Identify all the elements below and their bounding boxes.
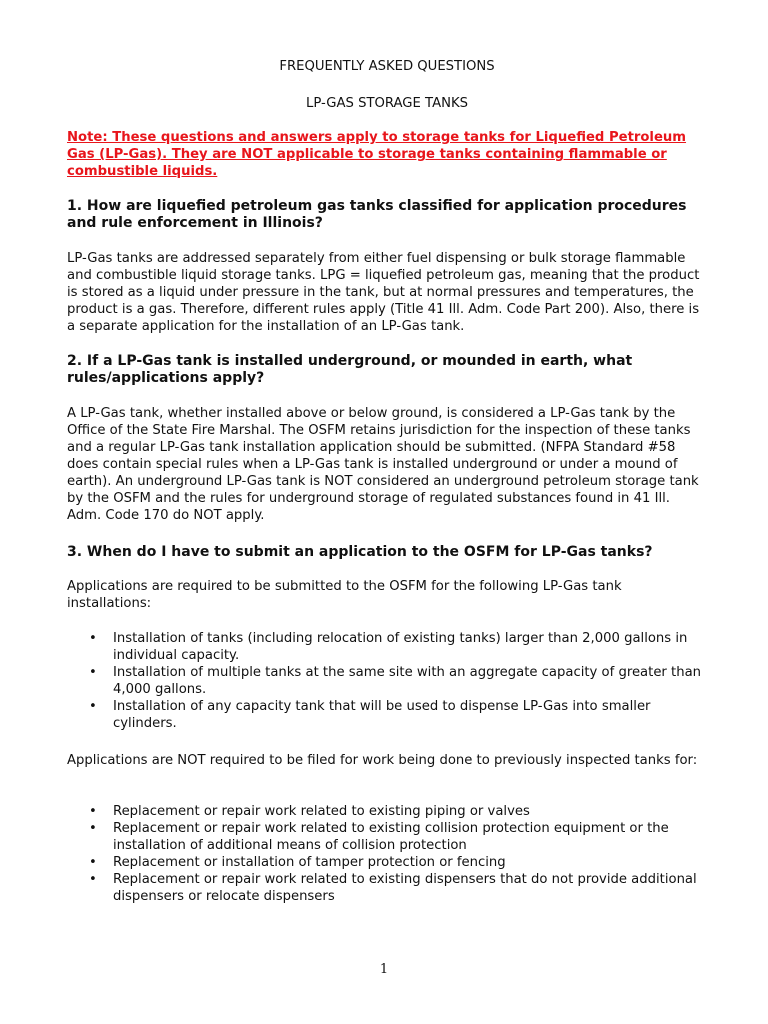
list-item: • Replacement or repair work related to existing piping or valves	[89, 804, 530, 819]
question-2: 2. If a LP-Gas tank is installed underground, or mounded in earth, what rules/applications apply?	[67, 353, 633, 386]
bullet-icon: •	[89, 821, 97, 836]
required-applications-list	[67, 630, 707, 732]
answer-3-intro: Applications are required to be submitted to the OSFM for the following LP-Gas tank installations:	[67, 579, 622, 611]
bullet-icon: •	[89, 631, 97, 646]
applicability-note: Note: These questions and answers apply to storage tanks for Liquefied Petroleum Gas (LP-Gas). They are NOT applicable to storage tanks containing flammable or combustible liquids.	[67, 130, 687, 179]
page-number: 1	[379, 962, 389, 977]
question-1: 1. How are liquefied petroleum gas tanks classified for application procedures and rule enforcement in Illinois?	[67, 198, 687, 231]
answer-3-not-intro: Applications are NOT required to be filed for work being done to previously inspected tanks for:	[67, 753, 698, 768]
document-subtitle: LP-GAS STORAGE TANKS	[306, 96, 468, 111]
document-title: FREQUENTLY ASKED QUESTIONS	[279, 59, 495, 74]
exempt-work-list	[67, 803, 707, 905]
bullet-icon: •	[89, 855, 97, 870]
list-item: • Replacement or installation of tamper protection or fencing	[89, 855, 506, 870]
list-item: • Installation of any capacity tank that will be used to dispense LP-Gas into smaller cylinders.	[89, 699, 651, 731]
bullet-icon: •	[89, 804, 97, 819]
question-3: 3. When do I have to submit an application to the OSFM for LP-Gas tanks?	[67, 544, 653, 560]
answer-2: A LP-Gas tank, whether installed above or below ground, is considered a LP-Gas tank by the Office of the State Fire Marshal. The OSFM retains jurisdiction for the inspection of these tanks and a regular LP-Gas tank installation application should be submitted. (NFPA Standard #58 does contain special rules when a LP-Gas tank is installed underground or under a mound of earth). An underground LP-Gas tank is NOT considered an underground petroleum storage tank by the OSFM and the rules for underground storage of regulated substances found in 41 Ill. Adm. Code 170 do NOT apply.	[67, 406, 699, 523]
bullet-icon: •	[89, 872, 97, 887]
list-item: • Installation of tanks (including relocation of existing tanks) larger than 2,000 gallons in individual capacity.	[89, 631, 688, 663]
list-item: • Replacement or repair work related to existing collision protection equipment or the installation of additional means of collision protection	[89, 821, 669, 853]
bullet-icon: •	[89, 665, 97, 680]
list-item: • Installation of multiple tanks at the same site with an aggregate capacity of greater than 4,000 gallons.	[89, 665, 702, 697]
list-item: • Replacement or repair work related to existing dispensers that do not provide additional dispensers or relocate dispensers	[89, 872, 697, 904]
answer-1: LP-Gas tanks are addressed separately from either fuel dispensing or bulk storage flammable and combustible liquid storage tanks. LPG = liquefied petroleum gas, meaning that the product is stored as a liquid under pressure in the tank, but at normal pressures and temperatures, the product is a gas. Therefore, different rules apply (Title 41 Ill. Adm. Code Part 200). Also, there is a separate application for the installation of an LP-Gas tank.	[67, 251, 700, 334]
bullet-icon: •	[89, 699, 97, 714]
